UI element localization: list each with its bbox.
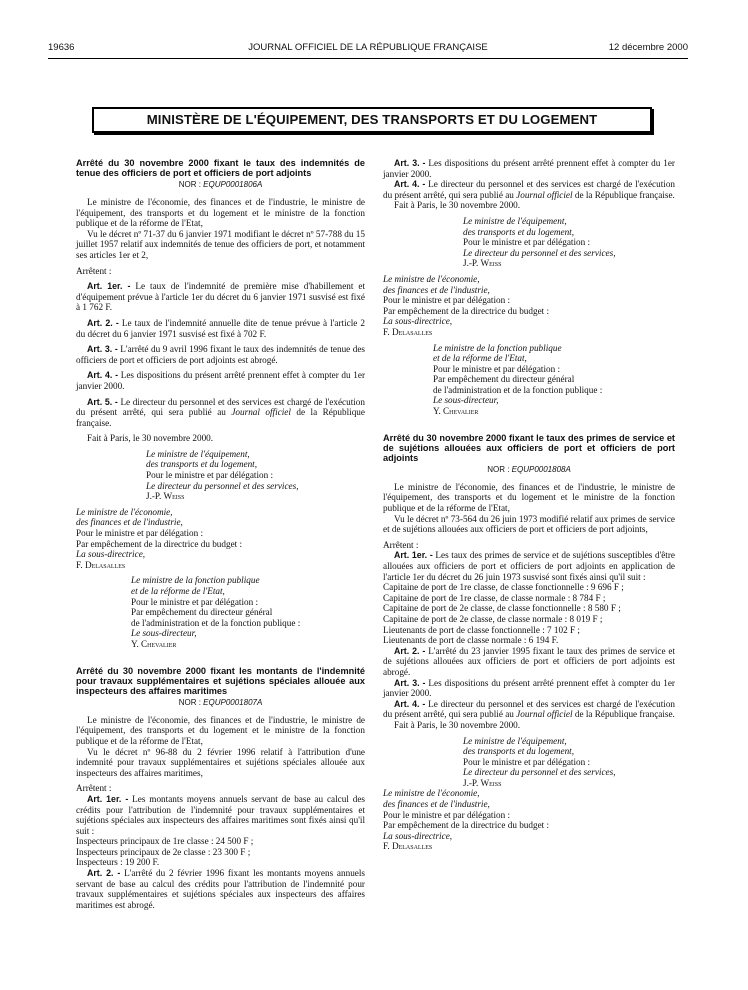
signature-block-1b: Le ministre de l'économie, des finances et de l'industrie, Pour le ministre et par délégation : Par empêchement de la directrice du budget : La sous-directrice, F. Delasalles [76,506,243,570]
nor-reference-1: NOR : EQUP0001806A [178,180,263,190]
arretent-3: Arrêtent : [383,539,419,550]
rates-list-3 [383,582,675,646]
article-2-1: Art. 1er. - Les montants moyens annuels servant de base au calcul des crédits pour l'attribution de l'indemnité pour travaux supplémentaires et sujétions spéciales aux inspecteurs des affaires maritimes sont fixés ainsi qu'il suit : [76,793,365,836]
article-1-5: Art. 5. - Le directeur du personnel et des services est chargé de l'exécution du présent arrêté, qui sera publié au Journal officiel de la République française. [76,396,365,428]
visa-3: Vu le décret nº 73-564 du 26 juin 1973 modifié relatif aux primes de service et de sujétions allouées aux officiers de port et officiers de port adjoints, [383,513,675,535]
article-2-2: Art. 2. - L'arrêté du 2 février 1996 fixant les montants moyens annuels servant de base au calcul des crédits pour l'attribution de l'indemnité pour travaux supplémentaires et sujétions spéciales aux inspecteurs des affaires maritimes est abrogé. [76,868,365,910]
fait-3: Fait à Paris, le 30 novembre 2000. [394,719,521,730]
preamble-3: Le ministre de l'économie, des finances et de l'industrie, le ministre de l'équipement, des transports et du logement et le ministre de la fonction publique et de la réforme de l'Etat, [383,481,675,514]
article-1-3: Art. 3. - L'arrêté du 9 avril 1996 fixant le taux des indemnités de tenue des officiers de port et officiers de port adjoints est abrogé. [76,344,366,365]
fait-2: Fait à Paris, le 30 novembre 2000. [394,200,521,211]
arretent-2: Arrêtent : [76,783,112,794]
nor-reference-3: NOR : EQUP0001808A [487,465,571,475]
signature-block-2c: Le ministre de la fonction publique et de la réforme de l'Etat, Pour le ministre et par délégation : Par empêchement du directeur général de l'administration et de la fonction publique : Le sous-directeur, Y. Chevalier [433,342,603,417]
article-3-3: Art. 3. - Les dispositions du présent arrêté prennent effet à compter du 1er janvier 2000. [383,677,675,699]
page-header [48,42,688,56]
visa-1: Vu le décret nº 71-37 du 6 janvier 1971 modifiant le décret nº 57-788 du 15 juillet 1957 relatif aux indemnités de tenue des officiers de port, et notamment ses articles 1er et 2, [76,228,365,260]
signature-block-1c: Le ministre de la fonction publique et de la réforme de l'Etat, Pour le ministre et par délégation : Par empêchement du directeur général de l'administration et de la fonction publique : Le sous-directeur, Y. Chevalier [131,575,301,649]
right-column [383,158,675,852]
list-item: Capitaine de port de 2e classe, de classe normale : 8 019 F ; [383,613,603,624]
list-item: Inspecteurs principaux de 1re classe : 24 500 F ; [76,836,254,847]
article-2-4: Art. 4. - Le directeur du personnel et des services est chargé de l'exécution du présent arrêté, qui sera publié au Journal officiel de la République française. [383,179,676,200]
article-1-1: Art. 1er. - Le taux de l'indemnité de première mise d'habillement et d'équipement prévue à l'article 1er du décret du 6 janvier 1971 susvisé est fixé à 1 762 F. [76,281,365,313]
page-number: 19636 [48,42,75,53]
signature-block-2a: Le ministre de l'équipement, des transports et du logement, Pour le ministre et par délégation : Le directeur du personnel et des services, J.-P. Weiss [463,215,616,269]
header-rule [48,58,688,59]
decree-title-3: Arrêté du 30 novembre 2000 fixant le taux des primes de service et de sujétions allouées aux officiers de port et officiers de port adjoints [383,432,675,464]
left-column [76,158,365,910]
arretent-1: Arrêtent : [76,265,112,276]
article-3-1: Art. 1er. - Les taux des primes de service et de sujétions susceptibles d'être allouées aux officiers de port et officiers de port adjoints en application de l'article 1er du décret du 26 juin 1973 susvisé sont fixés ainsi qu'il suit : [383,550,675,582]
list-item: Inspecteurs : 19 200 F. [76,857,160,868]
signature-block-3b: Le ministre de l'économie, des finances et de l'industrie, Pour le ministre et par délégation : Par empêchement de la directrice du budget : La sous-directrice, F. Delasalles [383,788,550,852]
decree-title-2: Arrêté du 30 novembre 2000 fixant les montants de l'indemnité pour travaux supplémentaires et sujétions spéciales allouée aux inspecteurs des affaires maritimes [76,665,365,696]
article-3-4: Art. 4. - Le directeur du personnel et des services est chargé de l'exécution du présent arrêté, qui sera publié au Journal officiel de la République française. [383,698,676,720]
publication-date: 12 décembre 2000 [608,42,688,53]
article-1-4: Art. 4. - Les dispositions du présent arrêté prennent effet à compter du 1er janvier 2000. [76,370,365,391]
list-item: Capitaine de port de 2e classe, de classe fonctionnelle : 8 580 F ; [383,603,621,614]
nor-reference-2: NOR : EQUP0001807A [178,698,263,708]
list-item: Lieutenants de port de classe fonctionnelle : 7 102 F ; [383,624,580,635]
fait-1: Fait à Paris, le 30 novembre 2000. [87,433,214,444]
amounts-list-2 [76,836,365,868]
signature-block-1a: Le ministre de l'équipement, des transports et du logement, Pour le ministre et par délégation : Le directeur du personnel et des services, J.-P. Weiss [146,448,299,502]
preamble-2: Le ministre de l'économie, des finances et de l'industrie, le ministre de l'équipement, des transports et du logement et le ministre de la fonction publique et de la réforme de l'Etat, [76,714,365,746]
article-2-3: Art. 3. - Les dispositions du présent arrêté prennent effet à compter du 1er janvier 2000. [383,158,675,179]
article-1-2: Art. 2. - Le taux de l'indemnité annuelle dite de tenue prévue à l'article 2 du décret du 6 janvier 1971 susvisé est fixé à 702 F. [76,317,366,339]
list-item: Lieutenants de port de classe normale : 6 194 F. [383,635,559,646]
signature-block-2b: Le ministre de l'économie, des finances et de l'industrie, Pour le ministre et par délégation : Par empêchement de la directrice du budget : La sous-directrice, F. Delasalles [383,273,550,337]
list-item: Inspecteurs principaux de 2e classe : 23 300 F ; [76,846,251,857]
preamble-1: Le ministre de l'économie, des finances et de l'industrie, le ministre de l'équipement, des transports et du logement et le ministre de la fonction publique et de la réforme de l'Etat, [76,197,365,229]
decree-title-1: Arrêté du 30 novembre 2000 fixant le taux des indemnités de tenue des officiers de port et officiers de port adjoints [76,158,365,179]
article-3-2: Art. 2. - L'arrêté du 23 janvier 1995 fixant le taux des primes de service et de sujétions allouées aux officiers de port et officiers de port adjoints est abrogé. [383,645,675,677]
list-item: Capitaine de port de 1re classe, de classe fonctionnelle : 9 696 F ; [383,582,624,593]
signature-block-3a: Le ministre de l'équipement, des transports et du logement, Pour le ministre et par délégation : Le directeur du personnel et des services, J.-P. Weiss [463,735,616,788]
list-item: Capitaine de port de 1re classe, de classe normale : 8 784 F ; [383,592,606,603]
ministry-banner: MINISTÈRE DE L'ÉQUIPEMENT, DES TRANSPORTS ET DU LOGEMENT [92,107,652,133]
journal-title: JOURNAL OFFICIEL DE LA RÉPUBLIQUE FRANÇAISE [248,42,488,53]
visa-2: Vu le décret nº 96-88 du 2 février 1996 relatif à l'attribution d'une indemnité pour travaux supplémentaires et sujétions spéciales allouée aux inspecteurs des affaires maritimes, [76,746,365,778]
